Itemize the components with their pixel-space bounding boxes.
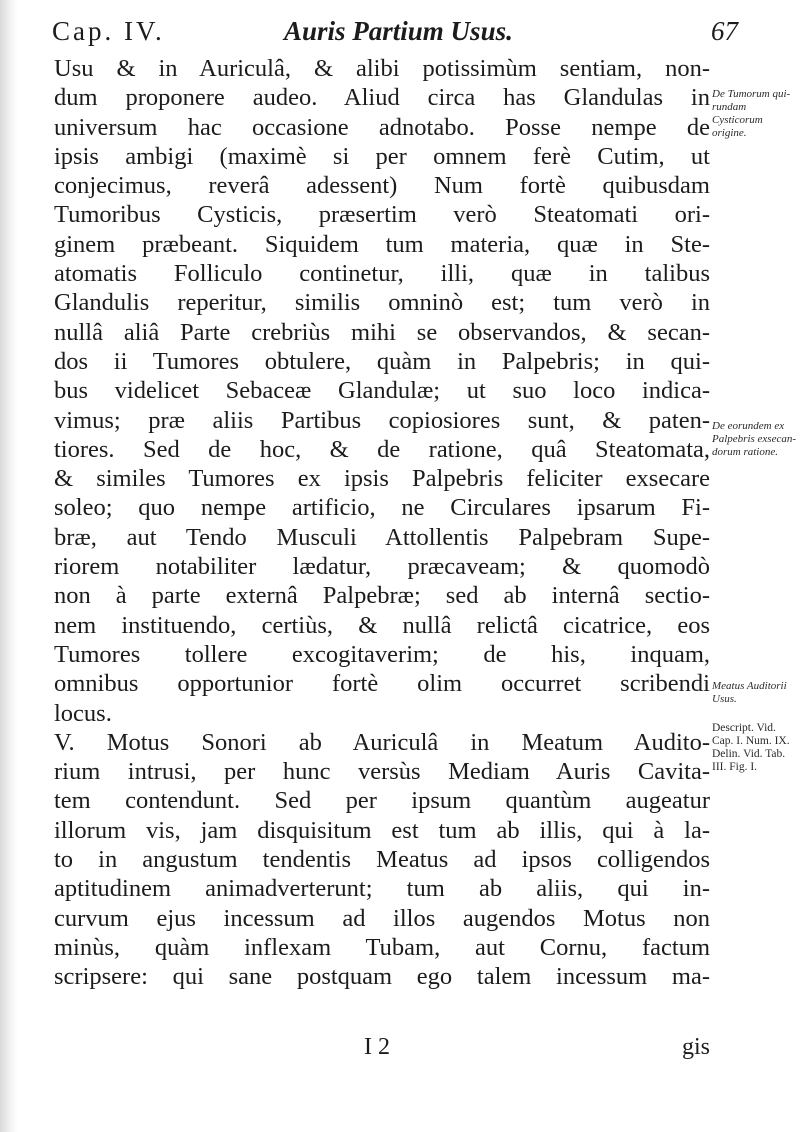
text-line: tem contendunt. Sed per ipsum quantùm augeatur [54, 787, 710, 815]
page-gutter-shadow [0, 0, 18, 1132]
text-line: scripsere: qui sane postquam ego talem incessum ma- [54, 963, 710, 991]
text-line: rium intrusi, per hunc versùs Mediam Auris Cavita- [54, 758, 710, 786]
text-line: Usu & in Auriculâ, & alibi potissimùm sentiam, non- [54, 55, 710, 82]
page-footer [54, 1034, 710, 1064]
text-line: riorem notabiliter lædatur, præcaveam; & quomodò [54, 553, 710, 581]
margin-note-auditory-meatus: Meatus Auditorii Usus. [712, 680, 787, 705]
running-header [48, 14, 738, 54]
margin-note-eyelid-excision: De eorundem ex Palpebris exsecan- dorum ratione. [712, 420, 796, 458]
margin-note-cystic-tumors: De Tumorum qui- rundam Cysticorum origine. [712, 88, 791, 139]
running-title: Auris Partium Usus. [284, 16, 513, 46]
text-line: dos ii Tumores obtulere, quàm in Palpebris; in qui- [54, 347, 710, 375]
text-line: non à parte externâ Palpebræ; sed ab internâ sectio- [54, 582, 710, 610]
text-line: bræ, aut Tendo Musculi Attollentis Palpebram Supe- [54, 523, 710, 551]
text-line: nullâ aliâ Parte crebriùs mihi se observandos, & secan- [54, 318, 710, 346]
text-line: nem instituendo, certiùs, & nullâ relictâ cicatrice, eos [54, 611, 710, 639]
text-line: ipsis ambigi (maximè si per omnem ferè Cutim, ut [54, 142, 710, 170]
text-line: V. Motus Sonori ab Auriculâ in Meatum Audito- [54, 728, 710, 756]
text-line: ginem præbeant. Siquidem tum materia, quæ in Ste- [54, 230, 710, 258]
text-line: tiores. Sed de hoc, & de ratione, quâ Steatomata, [54, 435, 710, 463]
text-line: locus. [54, 699, 112, 727]
signature-mark: I 2 [364, 1034, 390, 1060]
text-line: bus videlicet Sebaceæ Glandulæ; ut suo loco indica- [54, 377, 710, 405]
page-number: 67 [711, 16, 738, 46]
text-line: minùs, quàm inflexam Tubam, aut Cornu, factum [54, 933, 710, 961]
main-text [54, 54, 710, 992]
text-line: dum proponere audeo. Aliud circa has Glandulas in [54, 84, 710, 112]
text-line: omnibus opportunior fortè olim occurret scribendi [54, 670, 710, 698]
catchword: gis [681, 1034, 710, 1060]
margin-note-references: Descript. Vid. Cap. I. Num. IX. Delin. Vid. Tab. III. Fig. I. [712, 722, 790, 773]
text-line: universum hac occasione adnotabo. Posse nempe de [54, 113, 710, 141]
text-line: soleo; quo nempe artificio, ne Circulares ipsarum Fi- [54, 494, 710, 522]
text-line: Tumores tollere excogitaverim; de his, inquam, [54, 640, 710, 668]
chapter-heading: Cap. IV. [52, 16, 165, 46]
text-line: Glandulis reperitur, similis omninò est; tum verò in [54, 289, 710, 317]
text-line: atomatis Folliculo continetur, illi, quæ in talibus [54, 260, 710, 288]
text-line: curvum ejus incessum ad illos augendos Motus non [54, 904, 710, 932]
text-line: aptitudinem animadverterunt; tum ab aliis, qui in- [54, 875, 710, 903]
text-line: Tumoribus Cysticis, præsertim verò Steatomati ori- [54, 201, 710, 229]
text-line: vimus; præ aliis Partibus copiosiores sunt, & paten- [54, 406, 710, 434]
text-line: illorum vis, jam disquisitum est tum ab illis, qui à la- [54, 816, 710, 844]
text-line: conjecimus, reverâ adessent) Num fortè quibusdam [54, 172, 710, 200]
text-line: to in angustum tendentis Meatus ad ipsos colligendos [54, 846, 710, 874]
text-line: & similes Tumores ex ipsis Palpebris feliciter exsecare [54, 465, 710, 493]
